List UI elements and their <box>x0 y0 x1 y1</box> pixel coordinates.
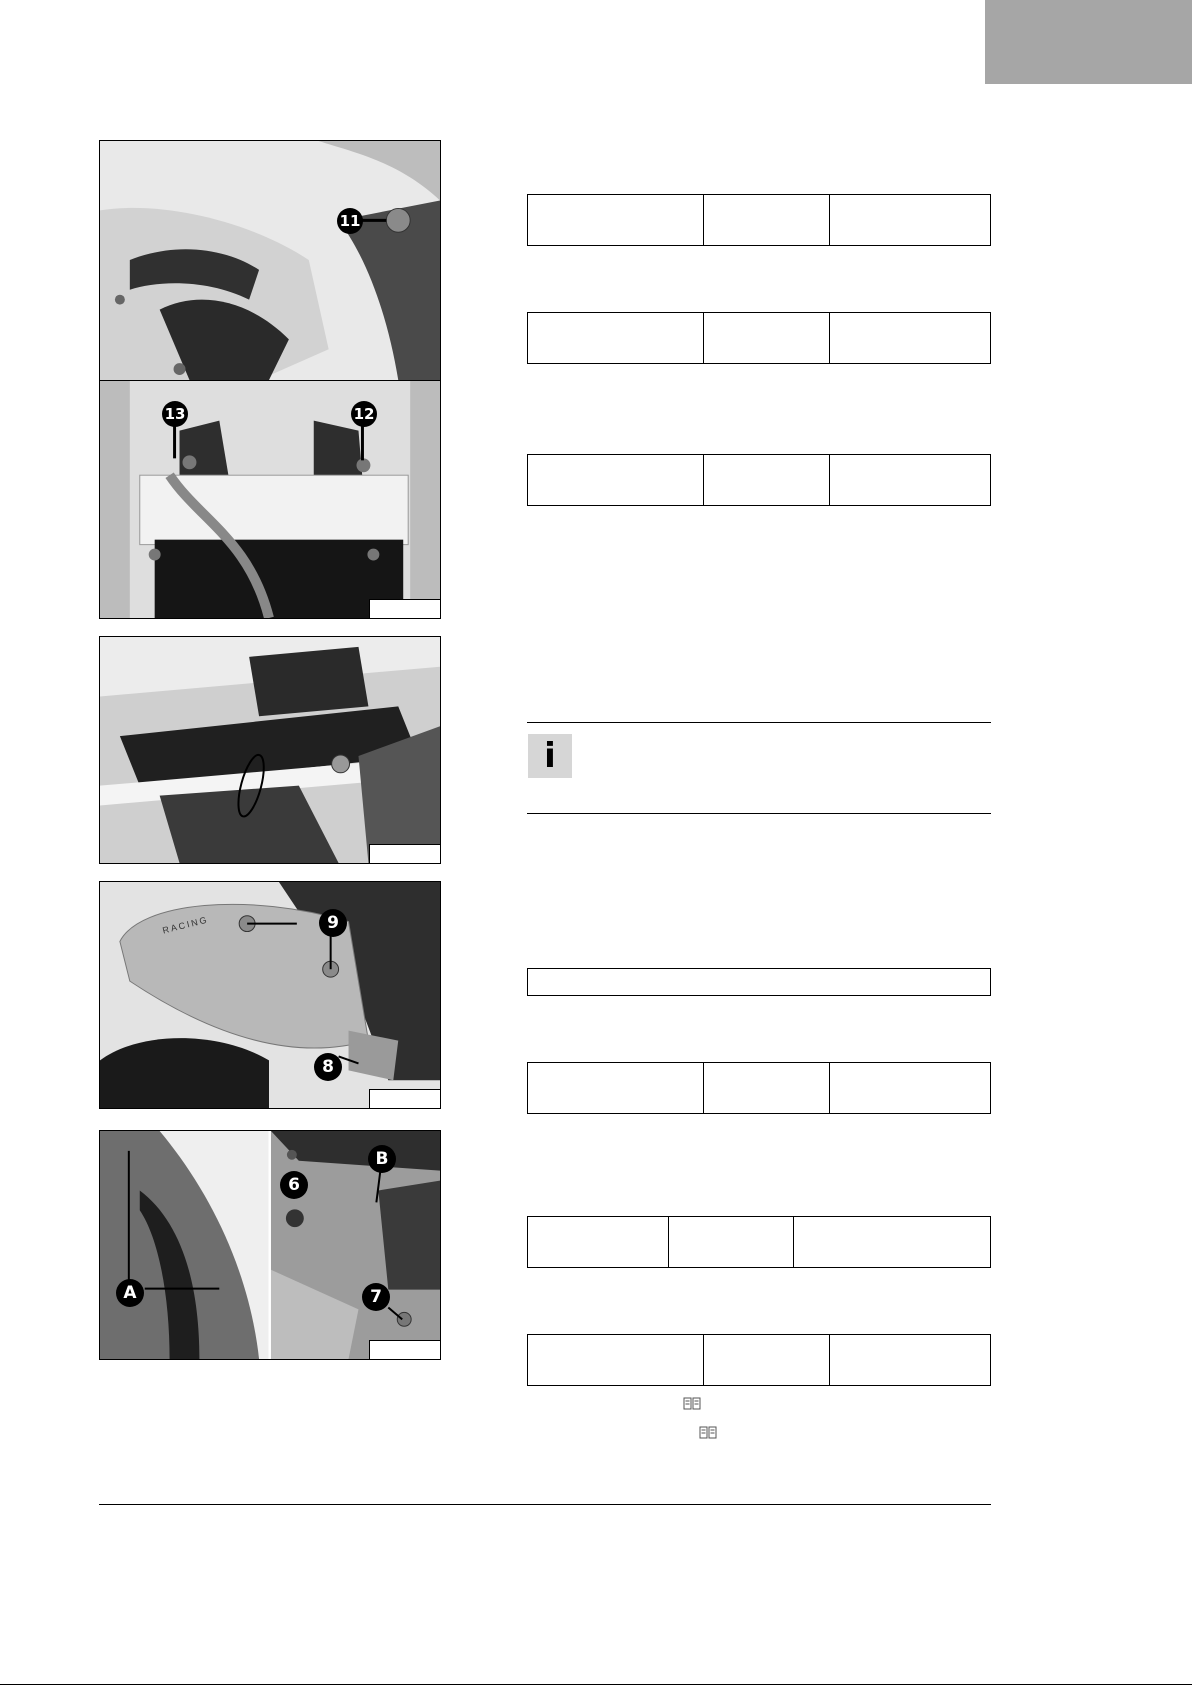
callout-6: 6 <box>280 1171 308 1199</box>
table-cell <box>669 1217 794 1267</box>
spec-table <box>527 1216 991 1268</box>
callout-11: 11 <box>337 208 363 234</box>
callout-7: 7 <box>362 1283 390 1311</box>
table-cell <box>528 1063 704 1113</box>
table-cell <box>704 1063 830 1113</box>
spec-table <box>527 1334 991 1386</box>
callout-12: 12 <box>351 401 377 427</box>
figure-wiring-harness <box>99 636 441 864</box>
figure-number-box <box>369 599 440 618</box>
silencer-photo <box>100 882 440 1108</box>
table-cell <box>830 1335 990 1385</box>
figure-side-cover <box>99 1130 441 1360</box>
table-cell <box>704 195 830 245</box>
figure-tank-screw <box>99 140 441 381</box>
table-cell <box>528 313 704 363</box>
table-cell <box>704 313 830 363</box>
silencer-brand-text: RACING <box>161 914 210 936</box>
spec-table-single <box>527 968 991 996</box>
info-icon: i <box>528 734 572 778</box>
wiring-harness-photo <box>100 637 440 863</box>
table-cell <box>528 455 704 505</box>
table-cell <box>528 1335 704 1385</box>
book-icon[interactable] <box>683 1397 701 1411</box>
spec-table <box>527 1062 991 1114</box>
callout-9: 9 <box>319 909 347 937</box>
table-cell <box>704 455 830 505</box>
callout-8: 8 <box>314 1053 342 1081</box>
callout-A: A <box>116 1279 144 1307</box>
table-cell <box>830 195 990 245</box>
tank-photo <box>100 141 440 380</box>
spec-table <box>527 194 991 246</box>
figure-silencer <box>99 881 441 1109</box>
table-cell <box>794 1217 990 1267</box>
table-cell <box>830 455 990 505</box>
table-cell <box>528 969 990 995</box>
table-cell <box>830 1063 990 1113</box>
table-cell <box>528 195 704 245</box>
figure-number-box <box>369 1340 440 1359</box>
table-cell <box>704 1335 830 1385</box>
chapter-tab <box>985 0 1192 84</box>
figure-number-box <box>369 844 440 863</box>
info-rule-bottom <box>527 813 991 814</box>
spec-table <box>527 312 991 364</box>
figure-number-box <box>369 1089 440 1108</box>
seat-bracket-photo <box>100 381 440 618</box>
table-cell <box>528 1217 669 1267</box>
table-cell <box>830 313 990 363</box>
footer-rule <box>99 1504 991 1505</box>
spec-table <box>527 454 991 506</box>
figure-seat-bracket <box>99 380 441 619</box>
info-rule-top <box>527 722 991 723</box>
callout-B: B <box>368 1145 396 1173</box>
callout-13: 13 <box>162 401 188 427</box>
book-icon[interactable] <box>699 1426 717 1440</box>
